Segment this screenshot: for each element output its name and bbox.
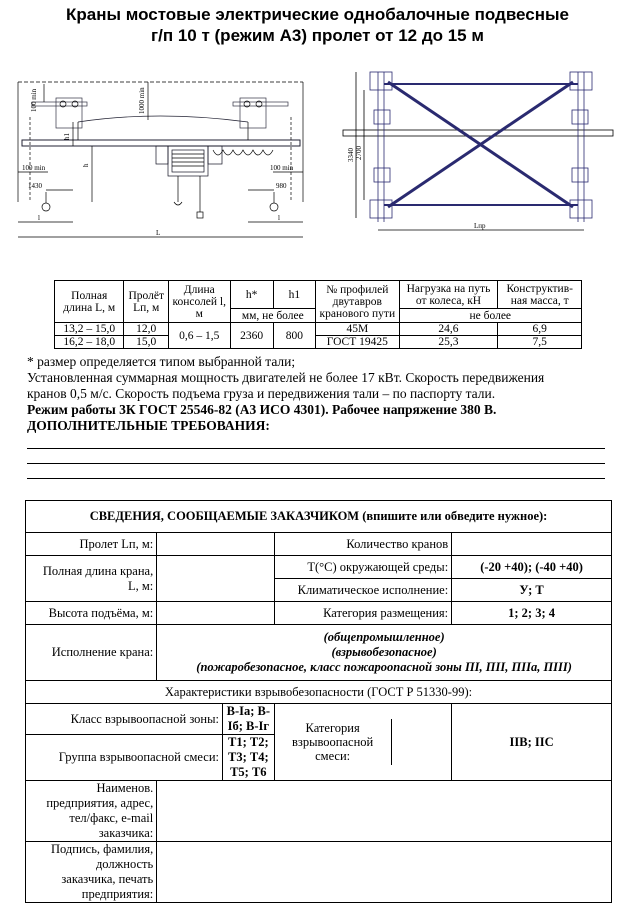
document-title: [0, 4, 635, 46]
height-label: Высота подъёма, м:: [26, 602, 157, 625]
dim-980: 980: [276, 182, 287, 190]
col-console: Длина консолей l, м: [168, 281, 230, 323]
dim-L: L: [156, 229, 161, 237]
dim-1430: 1430: [28, 182, 42, 190]
org-label: Наименов. предприятия, адрес, тел/факс, e-mail заказчика:: [26, 781, 157, 842]
version-options[interactable]: (общепромышленное) (взрывобезопасное) (пожаробезопасное, класс пожароопасной зоны ПI, ПII, ПIIа, ПIII): [157, 625, 612, 681]
temp-label: T(°С) окружающей среды:: [274, 556, 452, 579]
title-line-1: Краны мостовые электрические однобалочные подвесные: [66, 5, 569, 24]
dim-h1: h1: [63, 133, 71, 140]
sign-input[interactable]: [157, 842, 612, 903]
col-span: Пролёт Lп, м: [124, 281, 169, 323]
full-length-label: Полная длина крана, L, м:: [26, 556, 157, 602]
version-label: Исполнение крана:: [26, 625, 157, 681]
customer-form: [25, 500, 612, 903]
climate-options[interactable]: У; Т: [452, 579, 612, 602]
note-3: кранов 0,5 м/с. Скорость подъема груза и передвижения тали – по паспорту тали.: [27, 386, 496, 401]
note-5: ДОПОЛНИТЕЛЬНЫЕ ТРЕБОВАНИЯ:: [27, 418, 270, 433]
table-row: 16,2 – 18,0 15,0 ГОСТ 19425 25,3 7,5: [55, 336, 582, 349]
cat-mix-label: Категория взрывоопасной смеси:: [275, 719, 392, 765]
form-header: СВЕДЕНИЯ, СООБЩАЕМЫЕ ЗАКАЗЧИКОМ (впишите или обведите нужное):: [26, 501, 612, 533]
org-input[interactable]: [157, 781, 612, 842]
front-view: [18, 82, 303, 237]
spec-table: [54, 280, 582, 349]
note-1: * размер определяется типом выбранной тали;: [27, 354, 296, 369]
dim-1000min: 1000 min: [138, 87, 146, 114]
not-more-cell: не более: [399, 309, 581, 323]
dim-100min-right: 100 min: [270, 164, 294, 172]
dim-100min-left: 100 min: [22, 164, 46, 172]
zone-options[interactable]: В-Iа; В-Iб; В-Iг: [226, 704, 271, 733]
span-input[interactable]: [157, 533, 274, 556]
dim-3340: 3340: [347, 148, 355, 162]
console-cell: 0,6 – 1,5: [168, 323, 230, 349]
h1-cell: 800: [273, 323, 315, 349]
qty-label: Количество кранов: [274, 533, 452, 556]
dim-h: h: [82, 163, 90, 167]
col-load: Нагрузка на путь от колеса, кН: [399, 281, 498, 309]
climate-label: Климатическое исполнение:: [274, 579, 452, 602]
col-h1: h1: [273, 281, 315, 309]
dim-Lpr: Lпр: [474, 222, 486, 230]
table-row: 13,2 – 15,0 12,0 0,6 – 1,5 2360 800 45М 24,6 6,9: [55, 323, 582, 336]
zone-label: Класс взрывоопасной зоны:: [26, 704, 223, 734]
plan-view: [343, 72, 613, 230]
profile-cell-1: 45М: [316, 323, 399, 336]
col-full-length: Полная длина L, м: [55, 281, 124, 323]
cat-mix-options[interactable]: IIВ; IIС: [452, 704, 612, 781]
sign-label: Подпись, фамилия, должность заказчика, печать предприятия:: [26, 842, 157, 903]
group-label: Группа взрывоопасной смеси:: [26, 735, 223, 780]
extra-requirements-line-3[interactable]: [27, 478, 605, 479]
explosion-header: Характеристики взрывобезопасности (ГОСТ Р 51330-99):: [26, 681, 612, 704]
extra-requirements-line-1[interactable]: [27, 448, 605, 449]
col-profile: № профилей двутавров кранового пути: [316, 281, 399, 323]
title-line-2: г/п 10 т (режим А3) пролет от 12 до 15 м: [151, 26, 484, 45]
group-options[interactable]: Т1; Т2; Т3; Т4; Т5; Т6: [228, 735, 269, 779]
height-input[interactable]: [157, 602, 274, 625]
col-mass: Конструктив-ная масса, т: [498, 281, 582, 309]
category-label: Категория размещения:: [274, 602, 452, 625]
notes: [27, 354, 617, 434]
temp-options[interactable]: (-20 +40); (-40 +40): [452, 556, 612, 579]
category-options[interactable]: 1; 2; 3; 4: [452, 602, 612, 625]
qty-input[interactable]: [452, 533, 612, 556]
h-cell: 2360: [230, 323, 273, 349]
extra-requirements-line-2[interactable]: [27, 463, 605, 464]
dim-100min-top: 100 min: [30, 88, 38, 112]
units-cell: мм, не более: [230, 309, 316, 323]
span-label: Пролет Lп, м:: [26, 533, 157, 556]
col-h: h*: [230, 281, 273, 309]
dim-2700: 2700: [355, 146, 363, 160]
dim-l-right: l: [278, 214, 280, 222]
dim-l-left: l: [38, 214, 40, 222]
note-4: Режим работы 3К ГОСТ 25546-82 (А3 ИСО 4301). Рабочее напряжение 380 В.: [27, 402, 497, 417]
profile-cell-2: ГОСТ 19425: [316, 336, 399, 349]
crane-drawing: [8, 62, 620, 240]
note-2: Установленная суммарная мощность двигателей не более 17 кВт. Скорость передвижения: [27, 370, 545, 385]
full-length-input[interactable]: [157, 556, 274, 602]
